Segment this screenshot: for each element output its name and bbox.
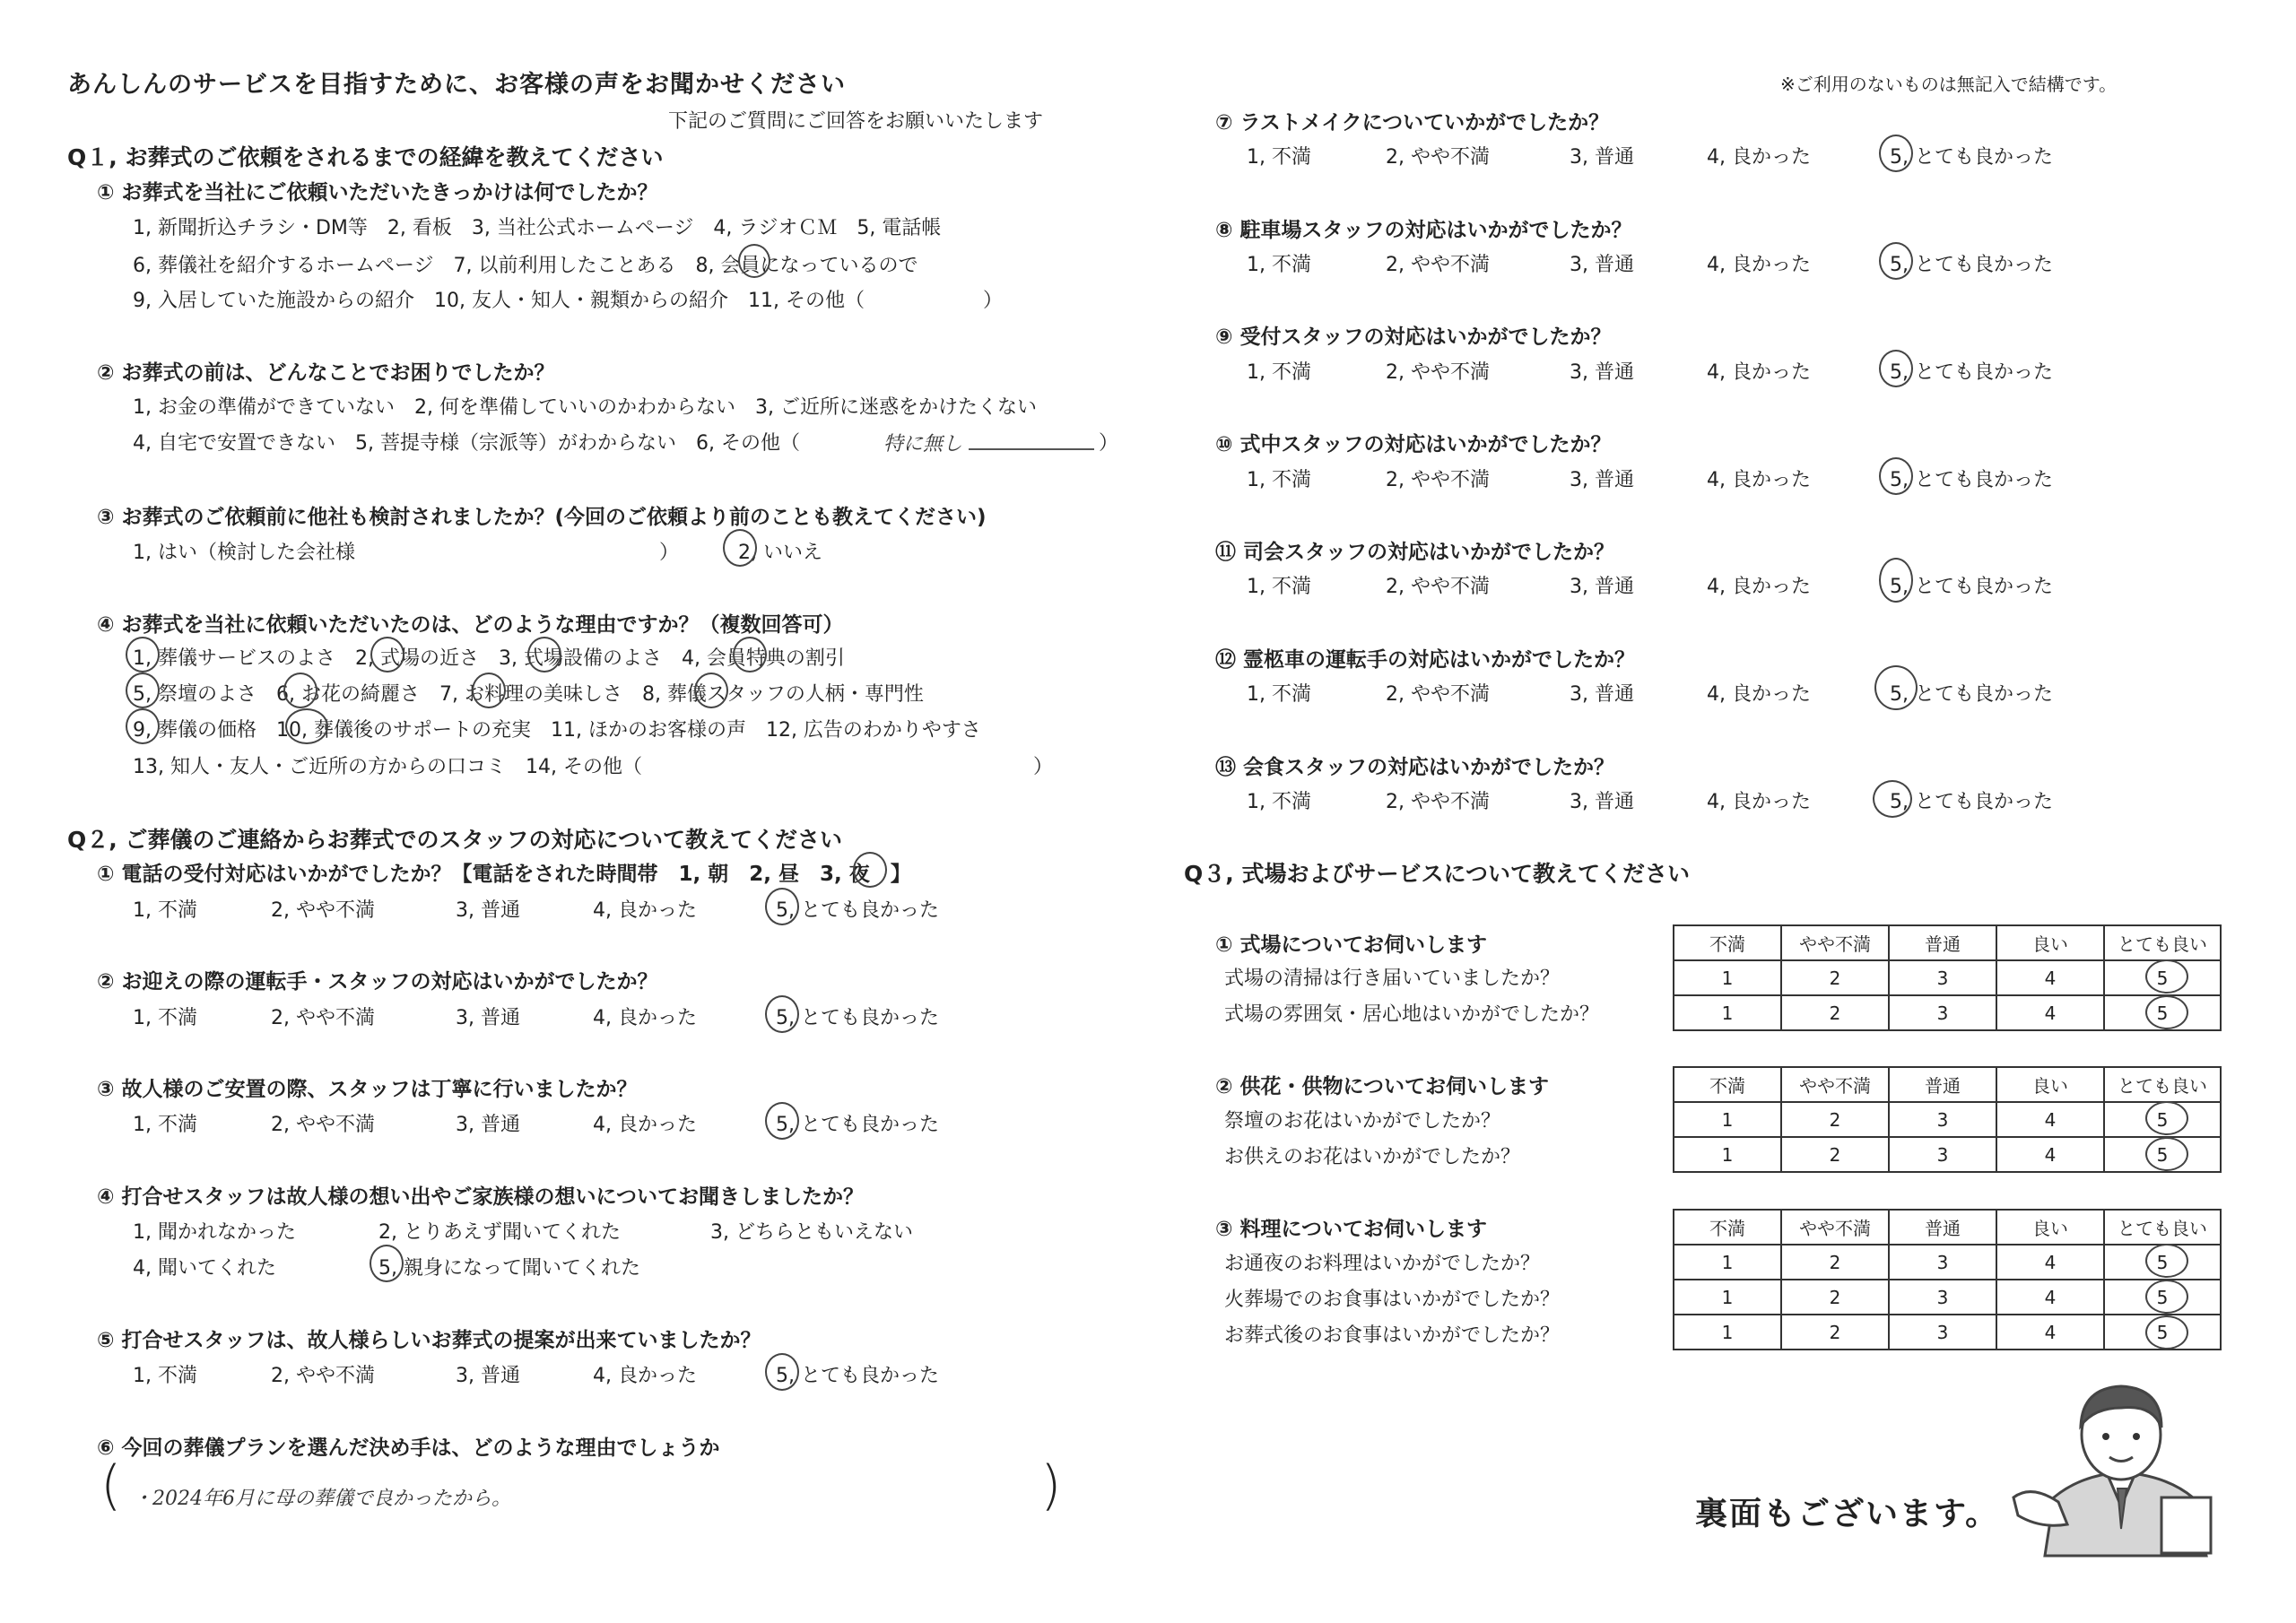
answer-circle — [1879, 558, 1913, 603]
answer-circle — [283, 673, 317, 708]
q3-2-rating-table — [1673, 1066, 2222, 1173]
score-cell: 4 — [1996, 995, 2104, 1030]
page-subtitle: 下記のご質問にご回答をお願いいたします — [668, 110, 1044, 133]
q3-1-row1-label: 式場の清掃は行き届いていましたか？ — [1224, 968, 1561, 990]
score-cell: 1 — [1674, 1280, 1781, 1315]
q2-1-opt5: 5, とても良かった — [776, 899, 939, 922]
q1-1-options-line1: 1, 新聞折込チラシ・DM等 2, 看板 3, 当社公式ホームページ 4, ラジオＣＭ 5, 電話帳 — [133, 217, 942, 239]
q1-3-option-yes: 1, はい（検討した会社様 — [133, 542, 355, 564]
q2-2-opt1: 1, 不満 — [133, 1007, 197, 1029]
q2-12-opt2: 2, やや不満 — [1386, 683, 1490, 706]
q2-6-handwritten-answer: ・2024年6月に母の葬儀で良かったから。 — [133, 1488, 511, 1510]
q3-3-rating-table — [1673, 1209, 2222, 1350]
score-cell: 4 — [1996, 1102, 2104, 1137]
q2-5-opt5: 5, とても良かった — [776, 1365, 939, 1387]
q3-3-row2-label: 火葬場でのお食事はいかがでしたか？ — [1224, 1289, 1561, 1311]
q1-4-options-line2: 5, 祭壇のよさ 6, お花の綺麗さ 7, お料理の美味しさ 8, 葬儀スタッフの人柄・専門性 — [133, 683, 924, 706]
q2-7-opt4: 4, 良かった — [1707, 146, 1811, 169]
q2-5-opt1: 1, 不満 — [133, 1365, 197, 1387]
score-cell: 1 — [1674, 1245, 1781, 1280]
q2-4-question: ④ 打合せスタッフは故人様の想い出やご家族様の想いについてお聞きしましたか？ — [97, 1185, 865, 1209]
answer-circle — [370, 637, 404, 673]
q2-8-opt4: 4, 良かった — [1707, 254, 1811, 276]
q2-13-opt4: 4, 良かった — [1707, 791, 1811, 813]
q2-8-opt1: 1, 不満 — [1247, 254, 1311, 276]
score-cell: 2 — [1781, 960, 1889, 995]
score-cell: 4 — [1996, 960, 2104, 995]
q2-10-opt1: 1, 不満 — [1247, 469, 1311, 491]
q3-heading: Q３, 式場およびサービスについて教えてください — [1184, 861, 1690, 887]
q2-13-opt1: 1, 不満 — [1247, 791, 1311, 813]
q2-7-opt2: 2, やや不満 — [1386, 146, 1490, 169]
q3-1-rating-table — [1673, 924, 2222, 1031]
score-cell: 5 — [2104, 1280, 2221, 1315]
answer-underline — [969, 448, 1094, 450]
rear-side-notice: 裏面もございます。 — [1695, 1496, 2000, 1532]
q2-8-question: ⑧ 駐車場スタッフの対応はいかがでしたか？ — [1215, 219, 1632, 242]
usage-note: ※ご利用のないものは無記入で結構です。 — [1780, 74, 2118, 95]
q1-heading: Q１, お葬式のご依頼をされるまでの経緯を教えてください — [67, 144, 664, 170]
q1-3-option-no: 2, いいえ — [738, 542, 822, 564]
q2-2-opt3: 3, 普通 — [456, 1007, 520, 1029]
q1-4-options-line4: 13, 知人・友人・ご近所の方からの口コミ 14, その他（ — [133, 756, 642, 778]
answer-circle — [527, 637, 561, 673]
staff-illustration-icon — [2009, 1372, 2233, 1560]
q2-10-opt2: 2, やや不満 — [1386, 469, 1490, 491]
q3-2-row1-label: 祭壇のお花はいかがでしたか？ — [1224, 1110, 1501, 1133]
col-header: 不満 — [1674, 1067, 1781, 1102]
q2-2-opt2: 2, やや不満 — [271, 1007, 375, 1029]
score-cell: 3 — [1889, 1280, 1996, 1315]
answer-circle — [733, 637, 767, 673]
q2-11-opt4: 4, 良かった — [1707, 576, 1811, 598]
q3-3-row1-label: お通夜のお料理はいかがでしたか？ — [1224, 1253, 1541, 1275]
q2-10-question: ⑩ 式中スタッフの対応はいかがでしたか？ — [1215, 433, 1612, 456]
q1-2-close-paren: ） — [1099, 432, 1119, 455]
q2-1-opt4: 4, 良かった — [593, 899, 697, 922]
col-header: やや不満 — [1781, 925, 1889, 960]
q1-4-options-line3: 9, 葬儀の価格 10, 葬儀後のサポートの充実 11, ほかのお客様の声 12, 広告のわかりやすさ — [133, 719, 981, 742]
q2-8-opt2: 2, やや不満 — [1386, 254, 1490, 276]
score-cell: 4 — [1996, 1280, 2104, 1315]
q2-4-opt4: 4, 聞いてくれた — [133, 1257, 276, 1280]
q2-11-question: ⑪ 司会スタッフの対応はいかがでしたか？ — [1215, 541, 1615, 564]
answer-circle — [2145, 959, 2188, 994]
q2-3-opt2: 2, やや不満 — [271, 1114, 375, 1136]
score-cell: 1 — [1674, 1102, 1781, 1137]
q2-heading: Q２, ご葬儀のご連絡からお葬式でのスタッフの対応について教えてください — [67, 827, 842, 853]
q1-4-close-paren: ） — [1033, 756, 1054, 778]
q2-3-opt1: 1, 不満 — [133, 1114, 197, 1136]
q2-9-opt5: 5, とても良かった — [1890, 361, 2053, 384]
q2-7-opt3: 3, 普通 — [1570, 146, 1634, 169]
q1-2-handwritten-answer: 特に無し — [883, 433, 963, 456]
answer-circle — [2145, 1244, 2188, 1278]
q2-12-opt3: 3, 普通 — [1570, 683, 1634, 706]
answer-circle — [765, 995, 799, 1033]
page-title: あんしんのサービスを目指すために、お客様の声をお聞かせください — [67, 71, 846, 99]
answer-circle — [2145, 1137, 2188, 1171]
q2-1-opt2: 2, やや不満 — [271, 899, 375, 922]
col-header: とても良い — [2104, 1067, 2221, 1102]
score-cell: 5 — [2104, 1102, 2221, 1137]
q2-9-opt2: 2, やや不満 — [1386, 361, 1490, 384]
answer-circle — [2145, 1280, 2188, 1314]
col-header: 良い — [1996, 1067, 2104, 1102]
q3-2-row2-label: お供えのお花はいかがでしたか？ — [1224, 1146, 1521, 1168]
score-cell: 1 — [1674, 1137, 1781, 1172]
col-header: 普通 — [1889, 1210, 1996, 1245]
answer-circle — [1879, 135, 1913, 172]
q1-2-options-line1: 1, お金の準備ができていない 2, 何を準備していいのかわからない 3, ご近所に迷惑をかけたくない — [133, 396, 1037, 419]
q2-9-question: ⑨ 受付スタッフの対応はいかがでしたか？ — [1215, 325, 1612, 349]
score-cell: 5 — [2104, 1137, 2221, 1172]
answer-circle — [1874, 665, 1918, 710]
q2-13-opt5: 5, とても良かった — [1890, 791, 2053, 813]
q2-6-close-paren: ) — [1040, 1454, 1062, 1517]
answer-circle — [1879, 457, 1913, 495]
answer-circle — [1879, 242, 1913, 280]
q2-12-question: ⑫ 霊柩車の運転手の対応はいかがでしたか？ — [1215, 648, 1636, 672]
q2-12-opt4: 4, 良かった — [1707, 683, 1811, 706]
score-cell: 3 — [1889, 1102, 1996, 1137]
answer-circle — [853, 852, 887, 888]
answer-circle — [765, 1353, 799, 1391]
score-cell: 2 — [1781, 995, 1889, 1030]
col-header: とても良い — [2104, 925, 2221, 960]
answer-circle — [285, 708, 328, 744]
q3-2-title: ② 供花・供物についてお伺いします — [1215, 1075, 1550, 1098]
answer-circle — [738, 244, 770, 278]
q2-10-opt3: 3, 普通 — [1570, 469, 1634, 491]
q2-11-opt1: 1, 不満 — [1247, 576, 1311, 598]
score-cell: 4 — [1996, 1315, 2104, 1350]
score-cell: 4 — [1996, 1137, 2104, 1172]
q2-13-question: ⑬ 会食スタッフの対応はいかがでしたか？ — [1215, 756, 1615, 779]
q2-1-opt1: 1, 不満 — [133, 899, 197, 922]
q2-1-question: ① 電話の受付対応はいかがでしたか？【電話をされた時間帯 1, 朝 2, 昼 3, 夜 】 — [97, 863, 911, 886]
q2-5-question: ⑤ 打合せスタッフは、故人様らしいお葬式の提案が出来ていましたか？ — [97, 1329, 761, 1352]
col-header: 普通 — [1889, 925, 1996, 960]
q2-3-opt5: 5, とても良かった — [776, 1114, 939, 1136]
score-cell: 1 — [1674, 1315, 1781, 1350]
col-header: やや不満 — [1781, 1210, 1889, 1245]
q2-8-opt3: 3, 普通 — [1570, 254, 1634, 276]
answer-circle — [2145, 1101, 2188, 1135]
q3-1-title: ① 式場についてお伺いします — [1215, 933, 1488, 957]
answer-circle — [126, 673, 160, 708]
score-cell: 2 — [1781, 1137, 1889, 1172]
q2-7-opt1: 1, 不満 — [1247, 146, 1311, 169]
score-cell: 2 — [1781, 1280, 1889, 1315]
q3-1-row2-label: 式場の雰囲気・居心地はいかがでしたか？ — [1224, 1003, 1600, 1026]
score-cell: 5 — [2104, 960, 2221, 995]
q2-4-opt5: 5, 親身になって聞いてくれた — [378, 1257, 640, 1280]
q1-4-question: ④ お葬式を当社に依頼いただいたのは、どのような理由ですか？（複数回答可） — [97, 613, 844, 637]
score-cell: 5 — [2104, 995, 2221, 1030]
col-header: 良い — [1996, 1210, 2104, 1245]
col-header: 良い — [1996, 925, 2104, 960]
q2-8-opt5: 5, とても良かった — [1890, 254, 2053, 276]
col-header: やや不満 — [1781, 1067, 1889, 1102]
score-cell: 3 — [1889, 995, 1996, 1030]
score-cell: 3 — [1889, 1315, 1996, 1350]
q2-2-question: ② お迎えの際の運転手・スタッフの対応はいかがでしたか？ — [97, 970, 658, 994]
q1-2-options-line2: 4, 自宅で安置できない 5, 菩提寺様（宗派等）がわからない 6, その他（ — [133, 432, 800, 455]
q1-2-question: ② お葬式の前は、どんなことでお困りでしたか？ — [97, 361, 555, 385]
score-cell: 5 — [2104, 1315, 2221, 1350]
score-cell: 4 — [1996, 1245, 2104, 1280]
score-cell: 1 — [1674, 995, 1781, 1030]
score-cell: 3 — [1889, 960, 1996, 995]
q2-12-opt1: 1, 不満 — [1247, 683, 1311, 706]
q2-3-question: ③ 故人様のご安置の際、スタッフは丁寧に行いましたか？ — [97, 1078, 638, 1101]
q2-9-opt3: 3, 普通 — [1570, 361, 1634, 384]
q2-9-opt1: 1, 不満 — [1247, 361, 1311, 384]
q1-1-question: ① お葬式を当社にご依頼いただいたきっかけは何でしたか？ — [97, 181, 658, 204]
q2-3-opt4: 4, 良かった — [593, 1114, 697, 1136]
q2-1-opt3: 3, 普通 — [456, 899, 520, 922]
score-cell: 3 — [1889, 1137, 1996, 1172]
answer-circle — [126, 637, 160, 673]
score-cell: 2 — [1781, 1245, 1889, 1280]
q1-1-options-line2: 6, 葬儀社を紹介するホームページ 7, 以前利用したことある 8, 会員になっているので — [133, 255, 918, 277]
score-cell: 1 — [1674, 960, 1781, 995]
answer-circle — [1873, 780, 1912, 818]
q2-9-opt4: 4, 良かった — [1707, 361, 1811, 384]
q2-6-question: ⑥ 今回の葬儀プランを選んだ決め手は、どのような理由でしょうか — [97, 1436, 720, 1460]
answer-circle — [370, 1245, 404, 1282]
col-header: 不満 — [1674, 1210, 1781, 1245]
q3-3-row3-label: お葬式後のお食事はいかがでしたか？ — [1224, 1324, 1561, 1347]
q2-7-opt5: 5, とても良かった — [1890, 146, 2053, 169]
score-cell: 2 — [1781, 1102, 1889, 1137]
q1-3-close-paren: ） — [659, 542, 680, 564]
q2-2-opt4: 4, 良かった — [593, 1007, 697, 1029]
q3-3-title: ③ 料理についてお伺いします — [1215, 1218, 1488, 1241]
answer-circle — [765, 1102, 799, 1140]
q2-5-opt3: 3, 普通 — [456, 1365, 520, 1387]
score-cell: 2 — [1781, 1315, 1889, 1350]
q2-4-opt2: 2, とりあえず聞いてくれた — [378, 1221, 621, 1244]
q2-5-opt2: 2, やや不満 — [271, 1365, 375, 1387]
q2-6-open-paren: ( — [100, 1454, 122, 1517]
answer-circle — [1879, 350, 1913, 387]
answer-circle — [2145, 995, 2188, 1029]
score-cell: 3 — [1889, 1245, 1996, 1280]
answer-circle — [472, 673, 506, 708]
answer-circle — [723, 529, 757, 567]
q2-12-opt5: 5, とても良かった — [1890, 683, 2053, 706]
q2-10-opt5: 5, とても良かった — [1890, 469, 2053, 491]
q1-4-options-line1: 1, 葬儀サービスのよさ 2, 式場の近さ 3, 式場設備のよさ 4, 会員特典の割引 — [133, 647, 845, 670]
q2-10-opt4: 4, 良かった — [1707, 469, 1811, 491]
q2-4-opt3: 3, どちらともいえない — [710, 1221, 913, 1244]
answer-circle — [765, 888, 799, 925]
q2-2-opt5: 5, とても良かった — [776, 1007, 939, 1029]
q1-1-options-line3: 9, 入居していた施設からの紹介 10, 友人・知人・親類からの紹介 11, その他（ ） — [133, 290, 1003, 312]
q2-13-opt3: 3, 普通 — [1570, 791, 1634, 813]
col-header: とても良い — [2104, 1210, 2221, 1245]
col-header: 不満 — [1674, 925, 1781, 960]
q2-11-opt2: 2, やや不満 — [1386, 576, 1490, 598]
q2-5-opt4: 4, 良かった — [593, 1365, 697, 1387]
score-cell: 5 — [2104, 1245, 2221, 1280]
q2-7-question: ⑦ ラストメイクについていかがでしたか？ — [1215, 111, 1610, 135]
q2-11-opt5: 5, とても良かった — [1890, 576, 2053, 598]
answer-circle — [126, 708, 160, 744]
q1-3-question: ③ お葬式のご依頼前に他社も検討されましたか？(今回のご依頼より前のことも教えてください) — [97, 506, 987, 529]
answer-circle — [694, 673, 728, 708]
q2-11-opt3: 3, 普通 — [1570, 576, 1634, 598]
q2-4-opt1: 1, 聞かれなかった — [133, 1221, 296, 1244]
col-header: 普通 — [1889, 1067, 1996, 1102]
q2-3-opt3: 3, 普通 — [456, 1114, 520, 1136]
answer-circle — [2145, 1315, 2188, 1350]
q2-13-opt2: 2, やや不満 — [1386, 791, 1490, 813]
